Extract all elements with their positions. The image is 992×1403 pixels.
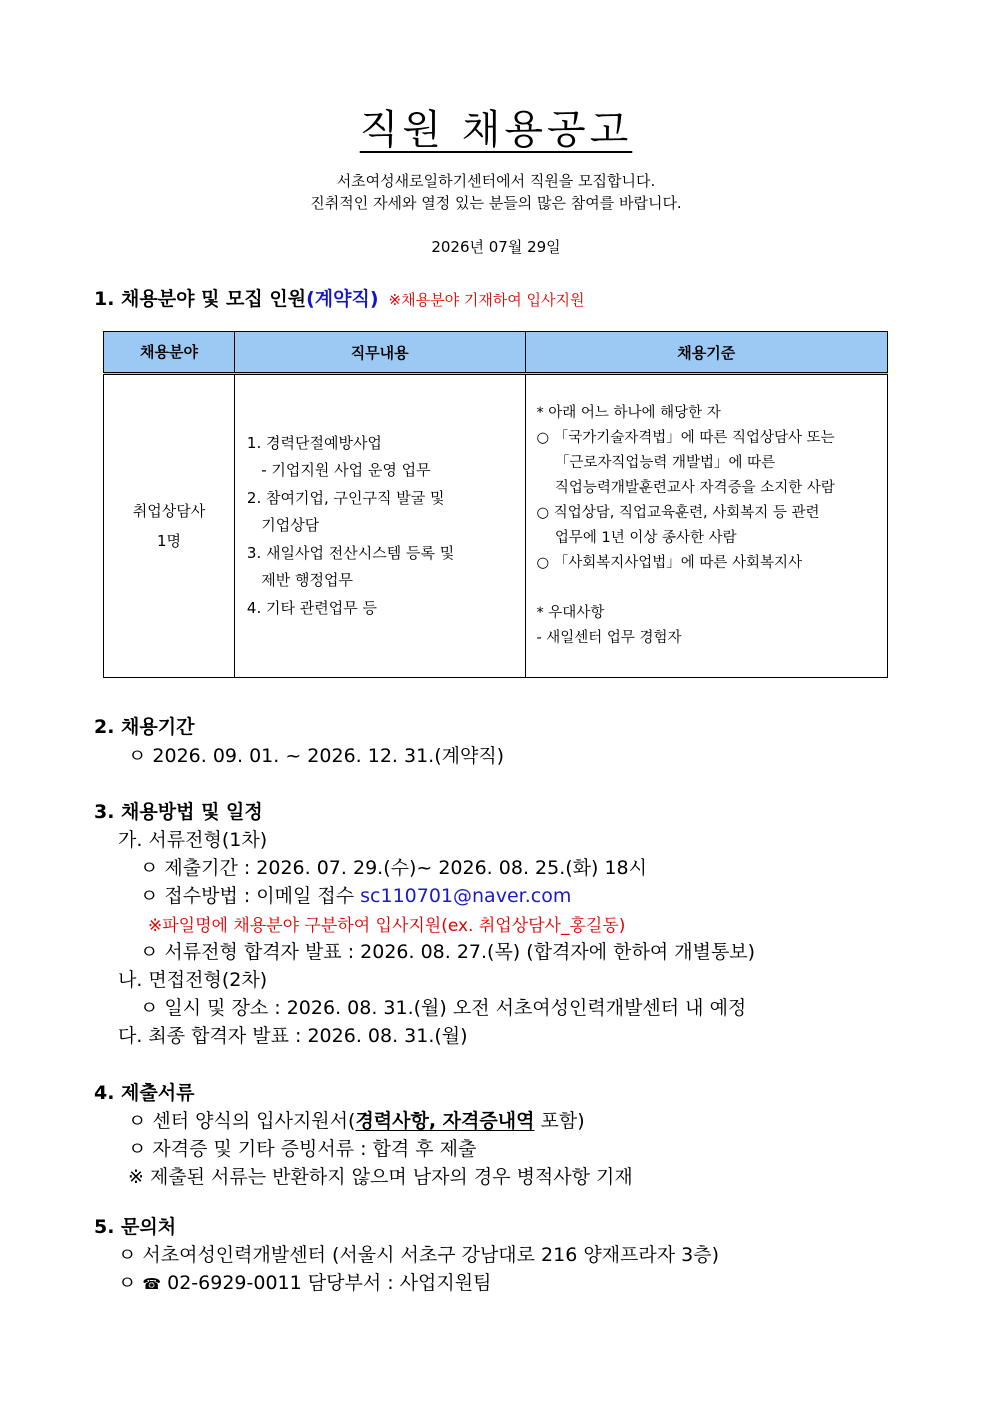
intro-line-1: 서초여성새로일하기센터에서 직원을 모집합니다. <box>336 172 656 190</box>
recruitment-table <box>103 331 888 678</box>
interview-schedule: ㅇ 일시 및 장소 : 2026. 08. 31.(월) 오전 서초여성인력개발센터 내 예정 <box>140 997 747 1019</box>
employment-period: ㅇ 2026. 09. 01. ~ 2026. 12. 31.(계약직) <box>128 745 505 767</box>
application-form-item: ㅇ 센터 양식의 입사지원서(경력사항, 자격증내역 포함) <box>128 1110 585 1132</box>
page-title: 직원 채용공고 <box>359 107 633 153</box>
document-screening: 가. 서류전형(1차) <box>118 829 268 851</box>
section-4-title: 4. 제출서류 <box>94 1082 195 1104</box>
email-link[interactable]: sc110701@naver.com <box>360 885 572 907</box>
interview-screening: 나. 면접전형(2차) <box>118 969 268 991</box>
phone-icon: ☎ <box>142 1275 162 1293</box>
header-field: 채용분야 <box>104 332 235 374</box>
filename-note: ※파일명에 채용분야 구분하여 입사지원(ex. 취업상담사_홍길동) <box>148 916 626 936</box>
header-criteria: 채용기준 <box>526 332 888 374</box>
application-method: ㅇ 접수방법 : 이메일 접수 sc110701@naver.com <box>140 885 572 907</box>
contact-address: ㅇ 서초여성인력개발센터 (서울시 서초구 강남대로 216 양재프라자 3층) <box>118 1244 720 1266</box>
header-duties: 직무내용 <box>234 332 526 374</box>
document-result: ㅇ 서류전형 합격자 발표 : 2026. 08. 27.(목) (합격자에 한하여 개별통보) <box>140 941 756 963</box>
section-1-title: 1. 채용분야 및 모집 인원(계약직) ※채용분야 기재하여 입사지원 <box>94 288 585 310</box>
section-5-title: 5. 문의처 <box>94 1216 177 1238</box>
duties-cell: 1. 경력단절예방사업 - 기업지원 사업 운영 업무 2. 참여기업, 구인구직 발굴 및 기업상담 3. 새일사업 전산시스템 등록 및 제반 행정업무 4. 기타 관련업무 등 <box>234 374 526 678</box>
section-3-title: 3. 채용방법 및 일정 <box>94 801 263 823</box>
intro-line-2: 진취적인 자세와 열정 있는 분들의 많은 참여를 바랍니다. <box>310 194 682 212</box>
field-cell: 취업상담사 1명 <box>104 374 235 678</box>
section-1-note: ※채용분야 기재하여 입사지원 <box>388 291 585 309</box>
final-result: 다. 최종 합격자 발표 : 2026. 08. 31.(월) <box>118 1025 468 1047</box>
submission-period: ㅇ 제출기간 : 2026. 07. 29.(수)~ 2026. 08. 25.(화) 18시 <box>140 857 647 879</box>
criteria-cell: * 아래 어느 하나에 해당한 자 ○ 「국가기술자격법」에 따른 직업상담사 또는 「근로자직업능력 개발법」에 따른 직업능력개발훈련교사 자격증을 소지한 사람 ○ 직업상담, 직업교육훈련, 사회복지 등 관련 업무에 1년 이상 종사한 사람 ○ 「사회복지사업법」에 따른 사회복지사 * 우대사항 - 새일센터 업무 경험자 <box>526 374 888 678</box>
documents-note: ※ 제출된 서류는 반환하지 않으며 남자의 경우 병적사항 기재 <box>128 1166 633 1188</box>
contact-phone: ㅇ ☎ 02-6929-0011 담당부서 : 사업지원팀 <box>118 1272 492 1294</box>
section-2-title: 2. 채용기간 <box>94 716 195 738</box>
announcement-date: 2026년 07월 29일 <box>431 238 561 256</box>
certificate-item: ㅇ 자격증 및 기타 증빙서류 : 합격 후 제출 <box>128 1138 477 1160</box>
